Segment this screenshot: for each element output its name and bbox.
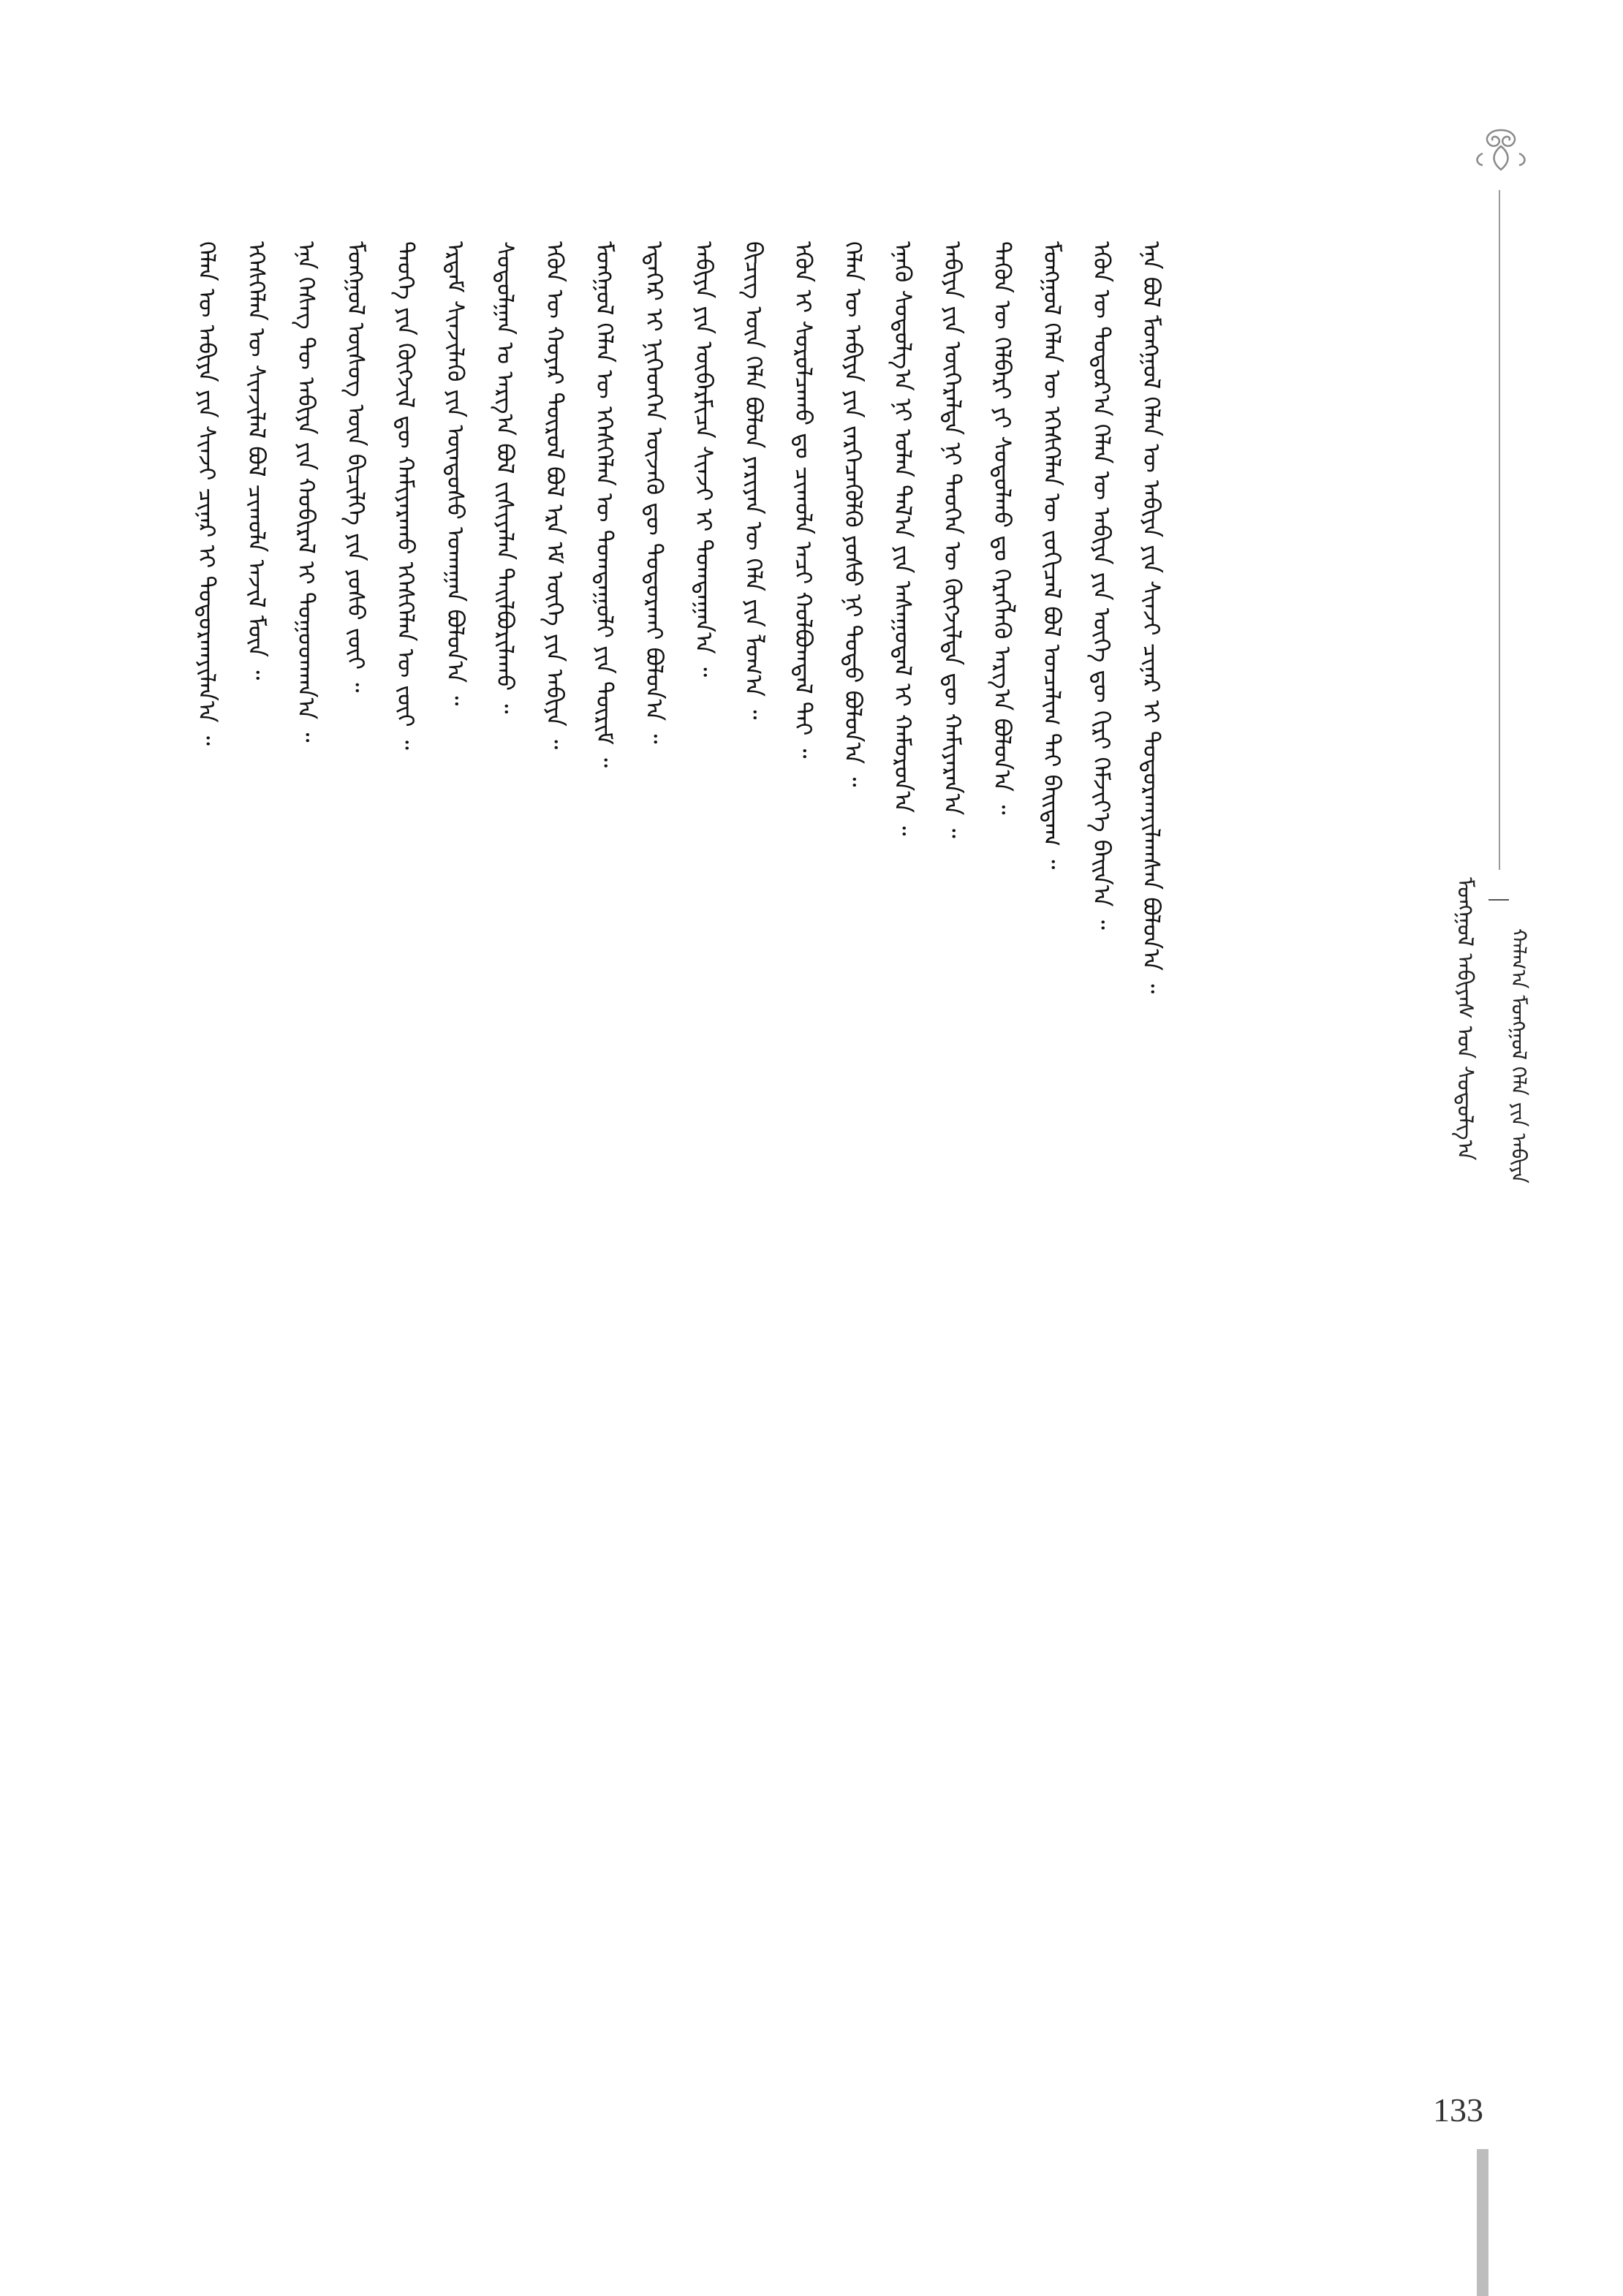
text-line: ᠪᠢᠴᠢᠭ ᠦᠨ ᠬᠡᠯᠡ ᠪᠣᠯᠣᠨ ᠶᠠᠷᠢᠶᠠᠨ ᠦ ᠬᠡᠯᠡ ᠶᠢᠨ ᠯᠤᠭ᠎ᠠ ᠃ xyxy=(740,241,768,720)
text-line: ᠡᠭᠦᠨ ᠦ ᠬᠣᠶᠠᠷ ᠲᠦᠷᠦᠯ ᠪᠣᠯ ᠡᠷᠡ ᠡᠮ ᠦᠭᠡ ᠶᠢᠨ ᠠᠪᠢᠶᠠ ᠃ xyxy=(541,241,569,750)
text-line: ᠡᠭᠦᠨ ᠦ ᠳᠣᠲᠣᠷ᠎ᠠ ᠬᠡᠯᠡᠨ ᠦ ᠠᠪᠢᠶᠠ ᠶᠢᠨ ᠦᠭᠡ ᠳᠦ ᠬᠢᠷᠢ ᠬᠡᠮᠵᠢᠶ᠎ᠡ ᠪᠠᠢᠨ᠎ᠠ ᠃ xyxy=(1088,241,1116,930)
text-line: ᠲᠡᠭᠦᠨ ᠦ ᠬᠡᠯᠪᠡᠷᠢ ᠶᠢ ᠰᠤᠳᠤᠯᠬᠤ ᠳᠤ ᠬᠡᠷᠡᠭᠯᠡᠬᠦ ᠠᠷᠭ᠎ᠠ ᠪᠣᠯᠤᠨ᠎ᠠ ᠃ xyxy=(988,241,1016,815)
page-edge-bar xyxy=(1477,2149,1488,2296)
header-dash xyxy=(1488,899,1509,901)
book-title: ᠮᠣᠩᠭᠣᠯ ᠠᠪᠢᠶᠠᠰ ᠤᠨ ᠰᠤᠳᠤᠯᠭ᠎ᠠ xyxy=(1452,877,1478,1161)
ornament-icon xyxy=(1468,124,1534,175)
text-line: ᠠᠪᠢᠶᠠ ᠶᠢᠨ ᠥᠪᠡᠷᠮᠢᠴᠡ ᠰᠢᠨᠵᠢ ᠢ ᠲᠣᠭᠲᠠᠭᠠᠨ᠎ᠠ ᠃ xyxy=(690,241,718,678)
text-line: ᠮᠣᠩᠭᠣᠯ ᠦᠰᠦᠭ ᠦᠨ ᠪᠢᠴᠢᠯᠭᠡ ᠶᠢᠨ ᠶᠣᠰᠣ ᠵᠦᠢ ᠃ xyxy=(342,241,370,693)
running-head xyxy=(1446,124,1548,1279)
header-rule xyxy=(1499,190,1500,870)
text-line: ᠬᠡᠯᠡᠨ ᠦ ᠠᠪᠢᠶᠠ ᠶᠢᠨ ᠰᠢᠨᠵᠢ ᠴᠢᠨᠠᠷ ᠢ ᠲᠣᠳᠤᠷᠬᠠᠶᠢᠯᠠᠨ᠎ᠠ ᠃ xyxy=(193,241,221,746)
text-line: ᠡᠷᠳᠡᠮ ᠰᠢᠨᠵᠢᠯᠡᠬᠦ ᠶᠢᠨ ᠦᠨᠳᠦᠰᠦ ᠤᠬᠠᠭᠠᠨ ᠪᠣᠯᠤᠨ᠎ᠠ ᠃ xyxy=(442,241,469,706)
text-line: ᠡᠳᠡᠭᠡᠷ ᠢ ᠨᠢᠭᠡᠳᠬᠡᠨ ᠦᠵᠡᠬᠦ ᠳᠦ ᠲᠣᠳᠣᠷᠬᠠᠢ ᠪᠣᠯᠤᠨ᠎ᠠ ᠃ xyxy=(640,241,668,744)
page-number: 133 xyxy=(1433,2091,1483,2129)
text-line: ᠡᠨᠡ ᠬᠡᠰᠡᠭ ᠲᠦ ᠠᠪᠢᠶᠠ ᠶᠢᠨ ᠬᠤᠪᠢᠷᠠᠯ ᠢ ᠲᠣᠭᠤᠳᠬᠠᠨ᠎ᠠ ᠃ xyxy=(292,241,320,743)
text-line: ᠰᠤᠳᠤᠯᠭᠠᠨ ᠤ ᠠᠷᠭ᠎ᠠ ᠪᠣᠯ ᠵᠢᠱᠢᠶᠡᠯᠡᠨ ᠲᠠᠢᠯᠪᠤᠷᠢᠯᠠᠬᠤ ᠃ xyxy=(491,241,519,714)
text-line: ᠡᠭᠦᠨ ᠢ ᠰᠤᠷᠤᠯᠴᠠᠬᠤ ᠳᠤ ᠴᠢᠬᠤᠯᠠ ᠠᠴᠢ ᠬᠣᠯᠪᠣᠭᠳᠠᠯ ᠲᠠᠢ ᠃ xyxy=(790,241,817,759)
text-line: ᠬᠡᠯᠡᠨ ᠦ ᠠᠪᠢᠶᠠ ᠶᠢᠨ ᠵᠡᠷᠭᠡᠴᠡᠭᠦᠯᠬᠦ ᠶᠣᠰᠣ ᠨᠢ ᠲᠣᠳᠣ ᠪᠣᠯᠤᠨ᠎ᠠ ᠃ xyxy=(839,241,867,787)
text-line: ᠠᠪᠢᠶᠠ ᠶᠢᠨ ᠥᠭᠡᠷᠡᠯᠲᠡ ᠨᠢ ᠲᠡᠦᠬᠡᠨ ᠦ ᠬᠥᠭᠵᠢᠯᠲᠡ ᠳᠦ ᠬᠠᠮᠢᠶᠠᠷᠠᠨ᠎ᠠ ᠃ xyxy=(939,241,966,838)
body-text xyxy=(183,241,1177,2069)
text-line: ᠡᠨᠡ ᠪᠣᠯ ᠮᠣᠩᠭᠣᠯ ᠬᠡᠯᠡᠨ ᠦ ᠠᠪᠢᠶᠠ ᠶᠢᠨ ᠰᠢᠨᠵᠢ ᠴᠢᠨᠠᠷ ᠢ ᠲᠣᠳᠤᠷᠬᠠᠶᠢᠯᠠᠭᠰᠠᠨ ᠪᠣᠯᠤᠨ᠎ᠠ ᠃ xyxy=(1138,241,1165,994)
text-line: ᠮᠣᠩᠭᠣᠯ ᠬᠡᠯᠡᠨ ᠦ ᠡᠭᠡᠰᠬᠡᠯᠡᠨ ᠦ ᠲᠣᠭᠲᠠᠭᠤᠯᠢ ᠶᠢᠨ ᠳᠦᠷᠢᠮ ᠃ xyxy=(591,241,618,768)
text-line: ᠡᠭᠡᠰᠬᠡᠯᠡᠨ ᠦ ᠰᠢᠨᠵᠢᠯᠡᠯ ᠪᠣᠯ ᠴᠢᠬᠤᠯᠠ ᠠᠵᠢᠯ ᠮᠥᠨ ᠃ xyxy=(243,241,270,681)
text-line: ᠡᠨᠡᠬᠦ ᠰᠤᠳᠤᠯᠭ᠎ᠠ ᠨᠢ ᠣᠯᠠᠨ ᠲᠠᠯ᠎ᠠ ᠶᠢᠨ ᠠᠰᠠᠭᠤᠳᠠᠯ ᠢ ᠬᠠᠮᠤᠷᠤᠨ᠎ᠠ ᠃ xyxy=(889,241,917,836)
text-line: ᠮᠣᠩᠭᠣᠯ ᠬᠡᠯᠡᠨ ᠦ ᠡᠭᠡᠰᠬᠡᠯᠡᠨ ᠦ ᠵᠣᠬᠢᠴᠠᠯ ᠪᠣᠯ ᠣᠨᠴᠠᠯᠢᠭ ᠲᠠᠢ ᠪᠠᠢᠳᠠᠭ ᠃ xyxy=(1038,241,1066,870)
book-subtitle: ᠬᠠᠯᠬ᠎ᠠ ᠮᠣᠩᠭᠣᠯ ᠬᠡᠯᠡ ᠶᠢᠨ ᠠᠪᠢᠶᠠ xyxy=(1507,928,1531,1183)
text-line: ᠲᠡᠦᠬᠡ ᠶᠢᠨ ᠬᠦᠭᠵᠢᠯ ᠳᠦ ᠬᠠᠮᠢᠶᠠᠷᠠᠬᠤ ᠡᠭᠡᠰᠬᠡᠯᠡᠨ ᠦ ᠵᠦᠢ ᠃ xyxy=(392,241,420,750)
